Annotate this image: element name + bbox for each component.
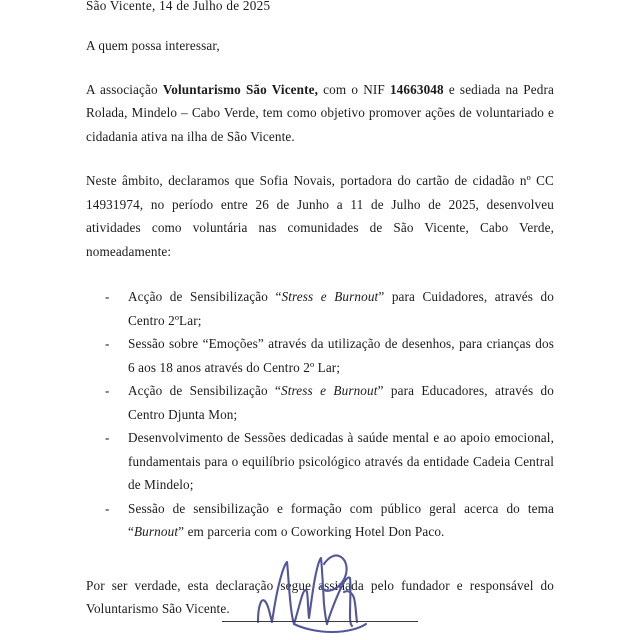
activity-text-italic: Stress e Burnout — [280, 383, 378, 398]
declaration-before-name: Neste âmbito, declaramos que — [86, 173, 260, 188]
spacer-after-salutation — [86, 58, 554, 78]
activity-text-italic: Stress e Burnout — [281, 289, 379, 304]
volunteer-name: Sofia Novais — [259, 173, 332, 188]
signature-line — [222, 621, 418, 622]
intro-paragraph — [86, 78, 554, 149]
list-item — [86, 332, 554, 379]
activity-text-post: ” em parceria com o Coworking Hotel Don Paco. — [178, 524, 445, 539]
intro-after-org: com o NIF — [318, 81, 390, 97]
spacer-after-date — [86, 12, 554, 34]
list-item — [86, 497, 554, 544]
spacer-before-list — [86, 263, 554, 285]
spacer-before-closing — [86, 544, 554, 574]
bullet-dash-icon: - — [105, 289, 110, 304]
bullet-dash-icon: - — [105, 430, 110, 445]
intro-before-org: A associação — [86, 81, 163, 97]
organization-name: Voluntarismo São Vicente, — [162, 81, 319, 97]
list-item — [86, 285, 554, 332]
activity-text-pre: Acção de Sensibilização “ — [128, 383, 281, 398]
closing-paragraph: Por ser verdade, esta declaração segue assinada pelo fundador e responsável do Voluntarismo São Vicente. — [86, 577, 554, 616]
declaration-paragraph — [86, 169, 554, 263]
nif-number: 14663048 — [389, 81, 444, 97]
date-line: São Vicente, 14 de Julho de 2025 — [86, 0, 271, 13]
document-body — [86, 0, 554, 621]
spacer-after-intro — [86, 148, 554, 169]
activity-text-post: ” para Educadores, através do Centro Djunta Mon; — [128, 383, 554, 422]
activity-text-pre: Desenvolvimento de Sessões dedicadas à saúde mental e ao apoio emocional, fundamentais para o equilíbrio psicológico através da entidade Cadeia Central de Mindelo; — [128, 430, 554, 492]
activity-text-pre: Sessão de sensibilização e formação com público geral acerca do tema “ — [128, 500, 554, 539]
declaration-after-name: , portadora do cartão de cidadão nº CC 14931974, no período entre 26 de Junho a 11 de Julho de 2025, desenvolveu atividades como voluntária nas comunidades de São Vicente, Cabo Verde, nomeadamente: — [86, 173, 554, 259]
activity-text-italic: Burnout — [134, 524, 179, 539]
bullet-dash-icon: - — [105, 500, 110, 516]
activity-text-post: ” para Cuidadores, através do Centro 2ºLar; — [128, 289, 554, 328]
intro-after-nif: e sediada na Pedra Rolada, Mindelo – Cabo Verde, tem como objetivo promover ações de voluntariado e cidadania ativa na ilha de São Vicente. — [86, 81, 554, 144]
activity-text-pre: Acção de Sensibilização “ — [128, 289, 282, 304]
activity-text-pre: Sessão sobre “Emoções” através da utilização de desenhos, para crianças dos 6 aos 18 anos através do Centro 2º Lar; — [128, 336, 554, 375]
bullet-dash-icon: - — [105, 336, 110, 351]
salutation: A quem possa interessar, — [86, 38, 220, 53]
activities-list — [86, 285, 554, 544]
list-item — [86, 426, 554, 497]
list-item — [86, 379, 554, 426]
bullet-dash-icon: - — [105, 383, 110, 398]
